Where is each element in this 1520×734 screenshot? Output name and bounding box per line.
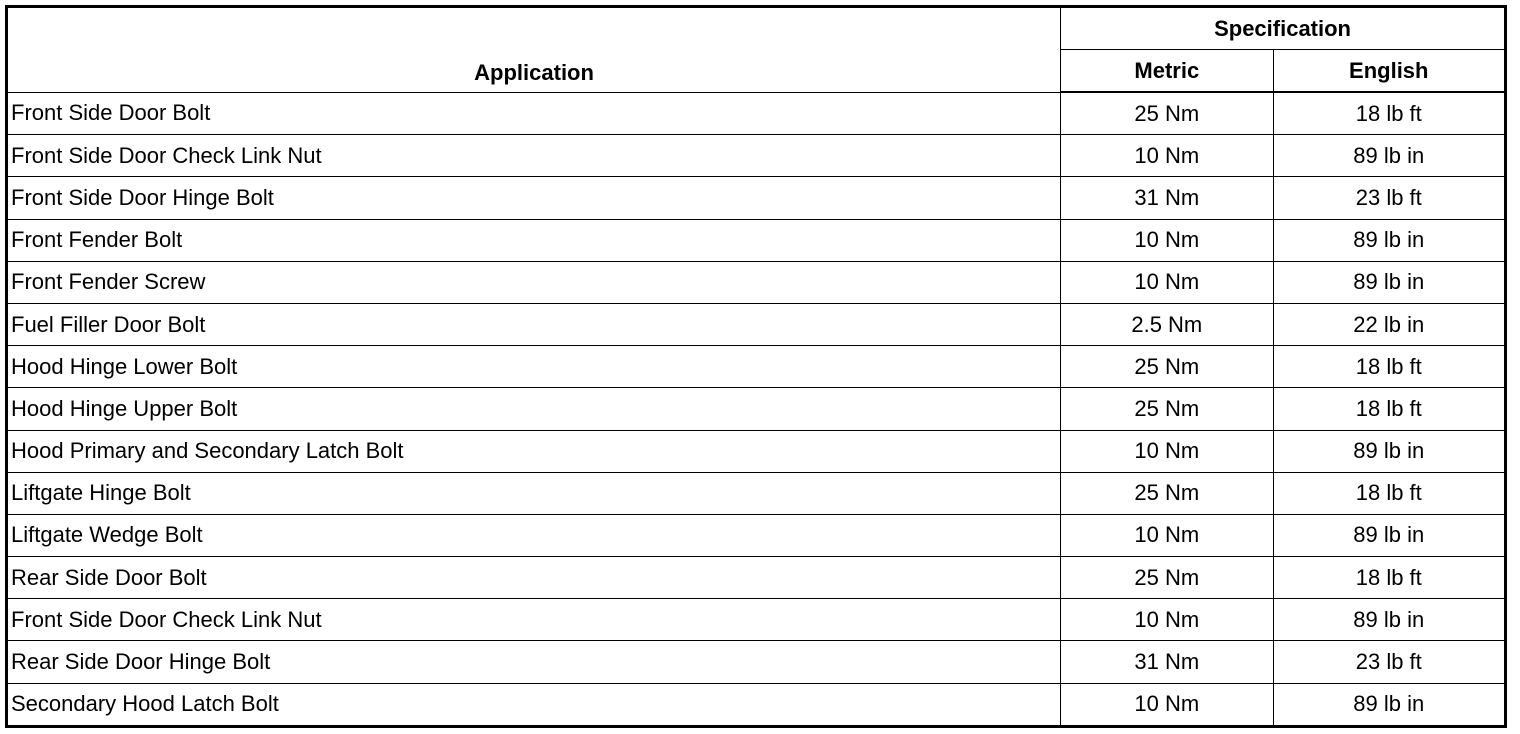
metric-cell: 10 Nm: [1061, 430, 1273, 472]
english-cell: 89 lb in: [1273, 514, 1505, 556]
table-row: [7, 261, 1506, 303]
english-cell: 89 lb in: [1273, 219, 1505, 261]
metric-cell: 10 Nm: [1061, 135, 1273, 177]
application-header: Application: [7, 7, 1061, 93]
application-cell: Front Side Door Bolt: [7, 92, 1061, 135]
table-row: [7, 219, 1506, 261]
application-cell: Rear Side Door Bolt: [7, 557, 1061, 599]
table-row: [7, 135, 1506, 177]
table-row: [7, 683, 1506, 726]
specification-header: Specification: [1061, 7, 1506, 50]
fastener-specification-table: [5, 5, 1507, 728]
english-cell: 89 lb in: [1273, 430, 1505, 472]
english-cell: 23 lb ft: [1273, 641, 1505, 683]
application-cell: Liftgate Hinge Bolt: [7, 472, 1061, 514]
metric-cell: 25 Nm: [1061, 346, 1273, 388]
application-cell: Front Fender Bolt: [7, 219, 1061, 261]
english-cell: 18 lb ft: [1273, 346, 1505, 388]
application-cell: Secondary Hood Latch Bolt: [7, 683, 1061, 726]
metric-cell: 10 Nm: [1061, 514, 1273, 556]
english-cell: 18 lb ft: [1273, 557, 1505, 599]
table-row: [7, 430, 1506, 472]
application-cell: Front Side Door Check Link Nut: [7, 135, 1061, 177]
application-cell: Front Side Door Check Link Nut: [7, 599, 1061, 641]
application-cell: Rear Side Door Hinge Bolt: [7, 641, 1061, 683]
table-row: [7, 303, 1506, 345]
metric-cell: 10 Nm: [1061, 219, 1273, 261]
table-row: [7, 92, 1506, 135]
english-cell: 89 lb in: [1273, 599, 1505, 641]
table-row: [7, 472, 1506, 514]
metric-cell: 31 Nm: [1061, 641, 1273, 683]
english-cell: 89 lb in: [1273, 135, 1505, 177]
header-row-1: [7, 7, 1506, 50]
application-cell: Front Fender Screw: [7, 261, 1061, 303]
application-cell: Fuel Filler Door Bolt: [7, 303, 1061, 345]
table-row: [7, 641, 1506, 683]
metric-cell: 25 Nm: [1061, 92, 1273, 135]
application-cell: Front Side Door Hinge Bolt: [7, 177, 1061, 219]
application-cell: Hood Primary and Secondary Latch Bolt: [7, 430, 1061, 472]
metric-cell: 25 Nm: [1061, 388, 1273, 430]
english-cell: 18 lb ft: [1273, 92, 1505, 135]
table-row: [7, 514, 1506, 556]
table-row: [7, 599, 1506, 641]
table-body: [7, 92, 1506, 727]
application-cell: Hood Hinge Upper Bolt: [7, 388, 1061, 430]
english-cell: 89 lb in: [1273, 683, 1505, 726]
metric-cell: 31 Nm: [1061, 177, 1273, 219]
english-cell: 18 lb ft: [1273, 472, 1505, 514]
table-row: [7, 177, 1506, 219]
metric-cell: 10 Nm: [1061, 683, 1273, 726]
english-cell: 89 lb in: [1273, 261, 1505, 303]
table-row: [7, 388, 1506, 430]
metric-header: Metric: [1061, 50, 1273, 93]
english-cell: 23 lb ft: [1273, 177, 1505, 219]
table-row: [7, 557, 1506, 599]
english-cell: 18 lb ft: [1273, 388, 1505, 430]
metric-cell: 25 Nm: [1061, 472, 1273, 514]
english-header: English: [1273, 50, 1505, 93]
application-cell: Liftgate Wedge Bolt: [7, 514, 1061, 556]
table-row: [7, 346, 1506, 388]
application-cell: Hood Hinge Lower Bolt: [7, 346, 1061, 388]
metric-cell: 2.5 Nm: [1061, 303, 1273, 345]
metric-cell: 25 Nm: [1061, 557, 1273, 599]
metric-cell: 10 Nm: [1061, 261, 1273, 303]
metric-cell: 10 Nm: [1061, 599, 1273, 641]
table-header: [7, 7, 1506, 93]
english-cell: 22 lb in: [1273, 303, 1505, 345]
